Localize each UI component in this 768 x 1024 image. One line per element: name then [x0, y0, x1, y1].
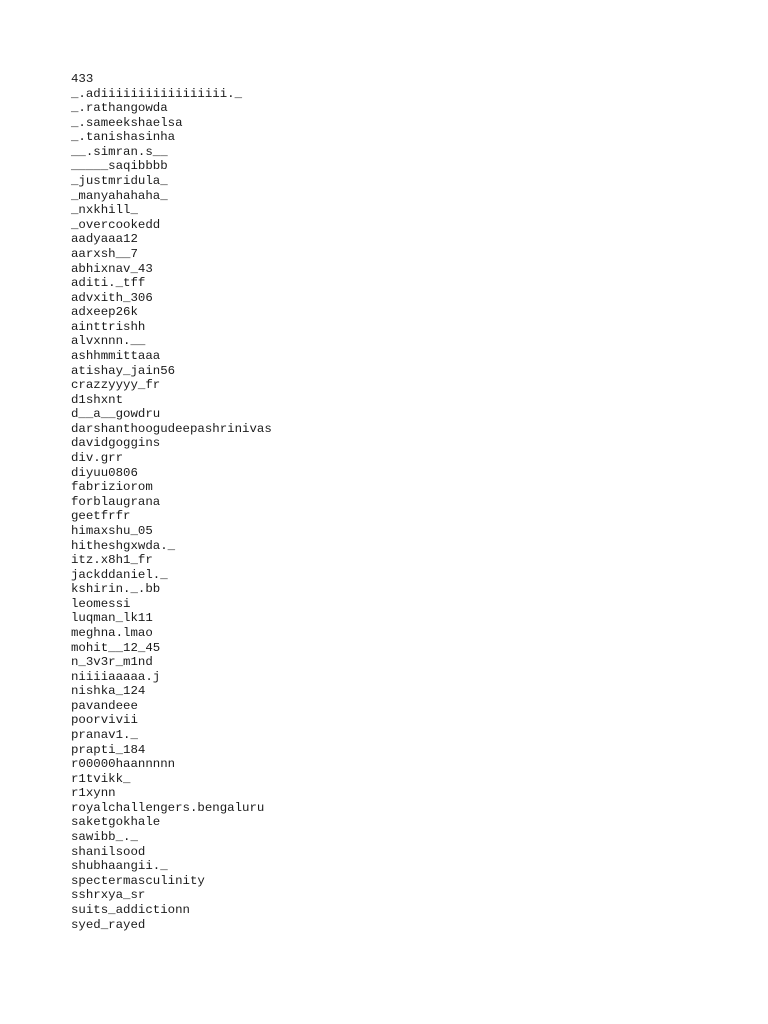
list-item: fabriziorom — [71, 480, 153, 495]
list-item: ainttrishh — [71, 319, 146, 334]
list-item: shanilsood — [71, 844, 146, 859]
list-item: royalchallengers.bengaluru — [71, 800, 265, 815]
list-item: _overcookedd — [71, 217, 161, 232]
list-item: meghna.lmao — [71, 625, 153, 640]
list-item: niiiiaaaaa.j — [71, 669, 161, 684]
list-item: suits_addictionn — [71, 902, 190, 917]
list-item: itz.x8h1_fr — [71, 553, 153, 568]
list-item: hitheshgxwda._ — [71, 538, 176, 553]
list-item: ashhmmittaaa — [71, 348, 161, 363]
list-item: n_3v3r_m1nd — [71, 655, 153, 670]
list-item: forblaugrana — [71, 494, 161, 509]
list-item: geetfrfr — [71, 509, 131, 524]
list-item: crazzyyyy_fr — [71, 378, 161, 393]
username-list — [71, 72, 272, 932]
list-item: _____saqibbbb — [71, 159, 168, 174]
list-item: adxeep26k — [71, 305, 138, 320]
list-item: r1xynn — [71, 786, 116, 801]
list-item: pavandeee — [71, 698, 138, 713]
list-item: _nxkhill_ — [71, 203, 138, 218]
list-item: kshirin._.bb — [71, 582, 161, 597]
list-item: sshrxya_sr — [71, 888, 146, 903]
list-item: shubhaangii._ — [71, 859, 168, 874]
list-item: leomessi — [71, 596, 131, 611]
list-item: _justmridula_ — [71, 174, 168, 189]
list-item: __.simran.s__ — [71, 144, 168, 159]
list-item: _.tanishasinha — [71, 130, 176, 145]
list-item: 433 — [71, 72, 94, 86]
list-item: poorvivii — [71, 713, 138, 728]
list-item: atishay_jain56 — [71, 363, 176, 378]
list-item: saketgokhale — [71, 815, 161, 830]
list-item: advxith_306 — [71, 290, 153, 305]
list-item: nishka_124 — [71, 684, 146, 699]
list-item: himaxshu_05 — [71, 523, 153, 538]
list-item: _manyahahaha_ — [71, 188, 168, 203]
list-item: davidgoggins — [71, 436, 161, 451]
list-item: abhixnav_43 — [71, 261, 153, 276]
list-item: div.grr — [71, 451, 124, 466]
list-item: r1tvikk_ — [71, 771, 131, 786]
list-item: d1shxnt — [71, 392, 124, 407]
list-item: d__a__gowdru — [71, 407, 161, 422]
list-item: mohit__12_45 — [71, 640, 161, 655]
list-item: sawibb_._ — [71, 830, 138, 845]
list-item: _.rathangowda — [71, 101, 168, 116]
list-item: aadyaaa12 — [71, 232, 138, 247]
list-item: aarxsh__7 — [71, 246, 138, 261]
list-item: diyuu0806 — [71, 465, 138, 480]
list-item: r00000haannnnn — [71, 757, 176, 772]
list-item: jackddaniel._ — [71, 567, 168, 582]
list-item: aditi._tff — [71, 276, 146, 291]
list-item: spectermasculinity — [71, 873, 205, 888]
list-item: pranav1._ — [71, 728, 138, 743]
list-item: _.adiiiiiiiiiiiiiiiii._ — [71, 86, 243, 101]
list-item: syed_rayed — [71, 917, 146, 932]
list-item: _.sameekshaelsa — [71, 115, 183, 130]
list-item: darshanthoogudeepashrinivas — [71, 421, 272, 436]
list-item: alvxnnn.__ — [71, 334, 146, 349]
list-item: luqman_lk11 — [71, 611, 153, 626]
list-item: prapti_184 — [71, 742, 146, 757]
